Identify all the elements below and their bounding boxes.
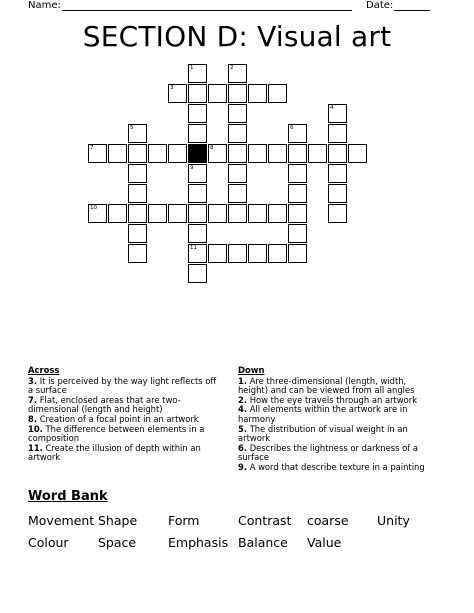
crossword-cell[interactable] [228,84,247,103]
word-bank-item: Value [307,535,342,550]
crossword-grid [0,0,474,300]
across-clues [28,366,223,463]
cell-number: 11 [190,245,197,251]
clue-down-5: 5. The distribution of visual weight in an artwork [238,423,408,444]
cell-number: 10 [90,205,97,211]
word-bank-item: Contrast [238,513,292,528]
cell-number: 3 [170,85,174,91]
clue-down-2: 2. How the eye travels through an artwork [238,394,418,405]
crossword-cell[interactable] [288,164,307,183]
cell-number: 7 [90,145,94,151]
crossword-cell[interactable] [308,144,327,163]
crossword-cell[interactable] [208,84,227,103]
crossword-cell[interactable] [88,204,107,223]
crossword-cell[interactable] [288,244,307,263]
crossword-cell[interactable] [188,264,207,283]
crossword-cell[interactable] [88,144,107,163]
crossword-black-cell [188,144,207,163]
crossword-cell[interactable] [128,144,147,163]
crossword-cell[interactable] [188,204,207,223]
crossword-cell[interactable] [148,204,167,223]
clue-down-9: 9. A word that describe texture in a painting [238,461,425,472]
clue-across-10: 10. The difference between elements in a composition [28,423,205,444]
clue-across-3: 3. It is perceived by the way light reflects off a surface [28,375,217,396]
crossword-cell[interactable] [288,204,307,223]
clue-across-11: 11. Create the illusion of depth within an artwork [28,442,201,463]
word-bank-item: Colour [28,535,69,550]
cell-number: 2 [230,65,234,71]
crossword-cell[interactable] [128,124,147,143]
crossword-cell[interactable] [208,244,227,263]
crossword-cell[interactable] [248,204,267,223]
page-title: SECTION D: Visual art [82,20,392,53]
word-bank-item: Shape [98,513,138,528]
clue-across-8: 8. Creation of a focal point in an artwork [28,413,199,424]
crossword-cell[interactable] [228,244,247,263]
crossword-cell[interactable] [288,224,307,243]
down-heading: Down [238,365,265,375]
crossword-cell[interactable] [268,244,287,263]
word-bank-item: Form [168,513,200,528]
clue-down-1: 1. Are three-dimensional (length, width, height) and can be viewed from all angles [238,375,415,396]
down-clues [238,366,438,473]
crossword-cell[interactable] [328,144,347,163]
crossword-cell[interactable] [328,104,347,123]
crossword-cell[interactable] [348,144,367,163]
crossword-cell[interactable] [128,244,147,263]
date-label: Date: [366,0,394,11]
crossword-cell[interactable] [268,84,287,103]
crossword-cell[interactable] [228,64,247,83]
crossword-cell[interactable] [108,144,127,163]
crossword-cell[interactable] [268,144,287,163]
crossword-cell[interactable] [108,204,127,223]
crossword-cell[interactable] [208,144,227,163]
crossword-cell[interactable] [248,84,267,103]
crossword-cell[interactable] [288,124,307,143]
crossword-cell[interactable] [328,124,347,143]
clue-down-6: 6. Describes the lightness or darkness of a surface [238,442,419,463]
crossword-cell[interactable] [248,244,267,263]
crossword-cell[interactable] [188,124,207,143]
crossword-cell[interactable] [328,204,347,223]
crossword-cell[interactable] [168,144,187,163]
crossword-cell[interactable] [208,204,227,223]
crossword-cell[interactable] [228,124,247,143]
word-bank-item: Unity [377,513,410,528]
cell-number: 8 [210,145,214,151]
crossword-cell[interactable] [188,84,207,103]
crossword-cell[interactable] [188,224,207,243]
crossword-cell[interactable] [168,84,187,103]
cell-number: 4 [330,105,334,111]
crossword-cell[interactable] [228,164,247,183]
word-bank-item: Emphasis [168,535,229,550]
clue-across-7: 7. Flat, enclosed areas that are two-dimensional (length and height) [28,394,181,415]
word-bank-item: Movement [28,513,95,528]
word-bank-item: Space [98,535,137,550]
cell-number: 5 [130,125,134,131]
crossword-cell[interactable] [188,184,207,203]
crossword-cell[interactable] [188,64,207,83]
crossword-cell[interactable] [228,104,247,123]
crossword-cell[interactable] [228,184,247,203]
crossword-cell[interactable] [188,164,207,183]
word-bank-title: Word Bank [28,489,108,504]
cell-number: 6 [290,125,294,131]
word-bank-item: Balance [238,535,288,550]
crossword-cell[interactable] [168,204,187,223]
crossword-cell[interactable] [228,204,247,223]
crossword-cell[interactable] [188,244,207,263]
crossword-cell[interactable] [268,204,287,223]
across-heading: Across [28,365,60,375]
crossword-cell[interactable] [288,184,307,203]
crossword-cell[interactable] [128,184,147,203]
crossword-cell[interactable] [228,144,247,163]
name-label: Name: [28,0,61,11]
crossword-cell[interactable] [328,184,347,203]
crossword-cell[interactable] [188,104,207,123]
crossword-cell[interactable] [128,164,147,183]
clue-down-4: 4. All elements within the artwork are in harmony [238,404,408,424]
cell-number: 9 [190,165,194,171]
cell-number: 1 [190,65,194,71]
word-bank-item: coarse [307,513,349,528]
crossword-cell[interactable] [148,144,167,163]
crossword-cell[interactable] [288,144,307,163]
crossword-cell[interactable] [128,224,147,243]
crossword-cell[interactable] [128,204,147,223]
crossword-cell[interactable] [328,164,347,183]
crossword-cell[interactable] [248,144,267,163]
